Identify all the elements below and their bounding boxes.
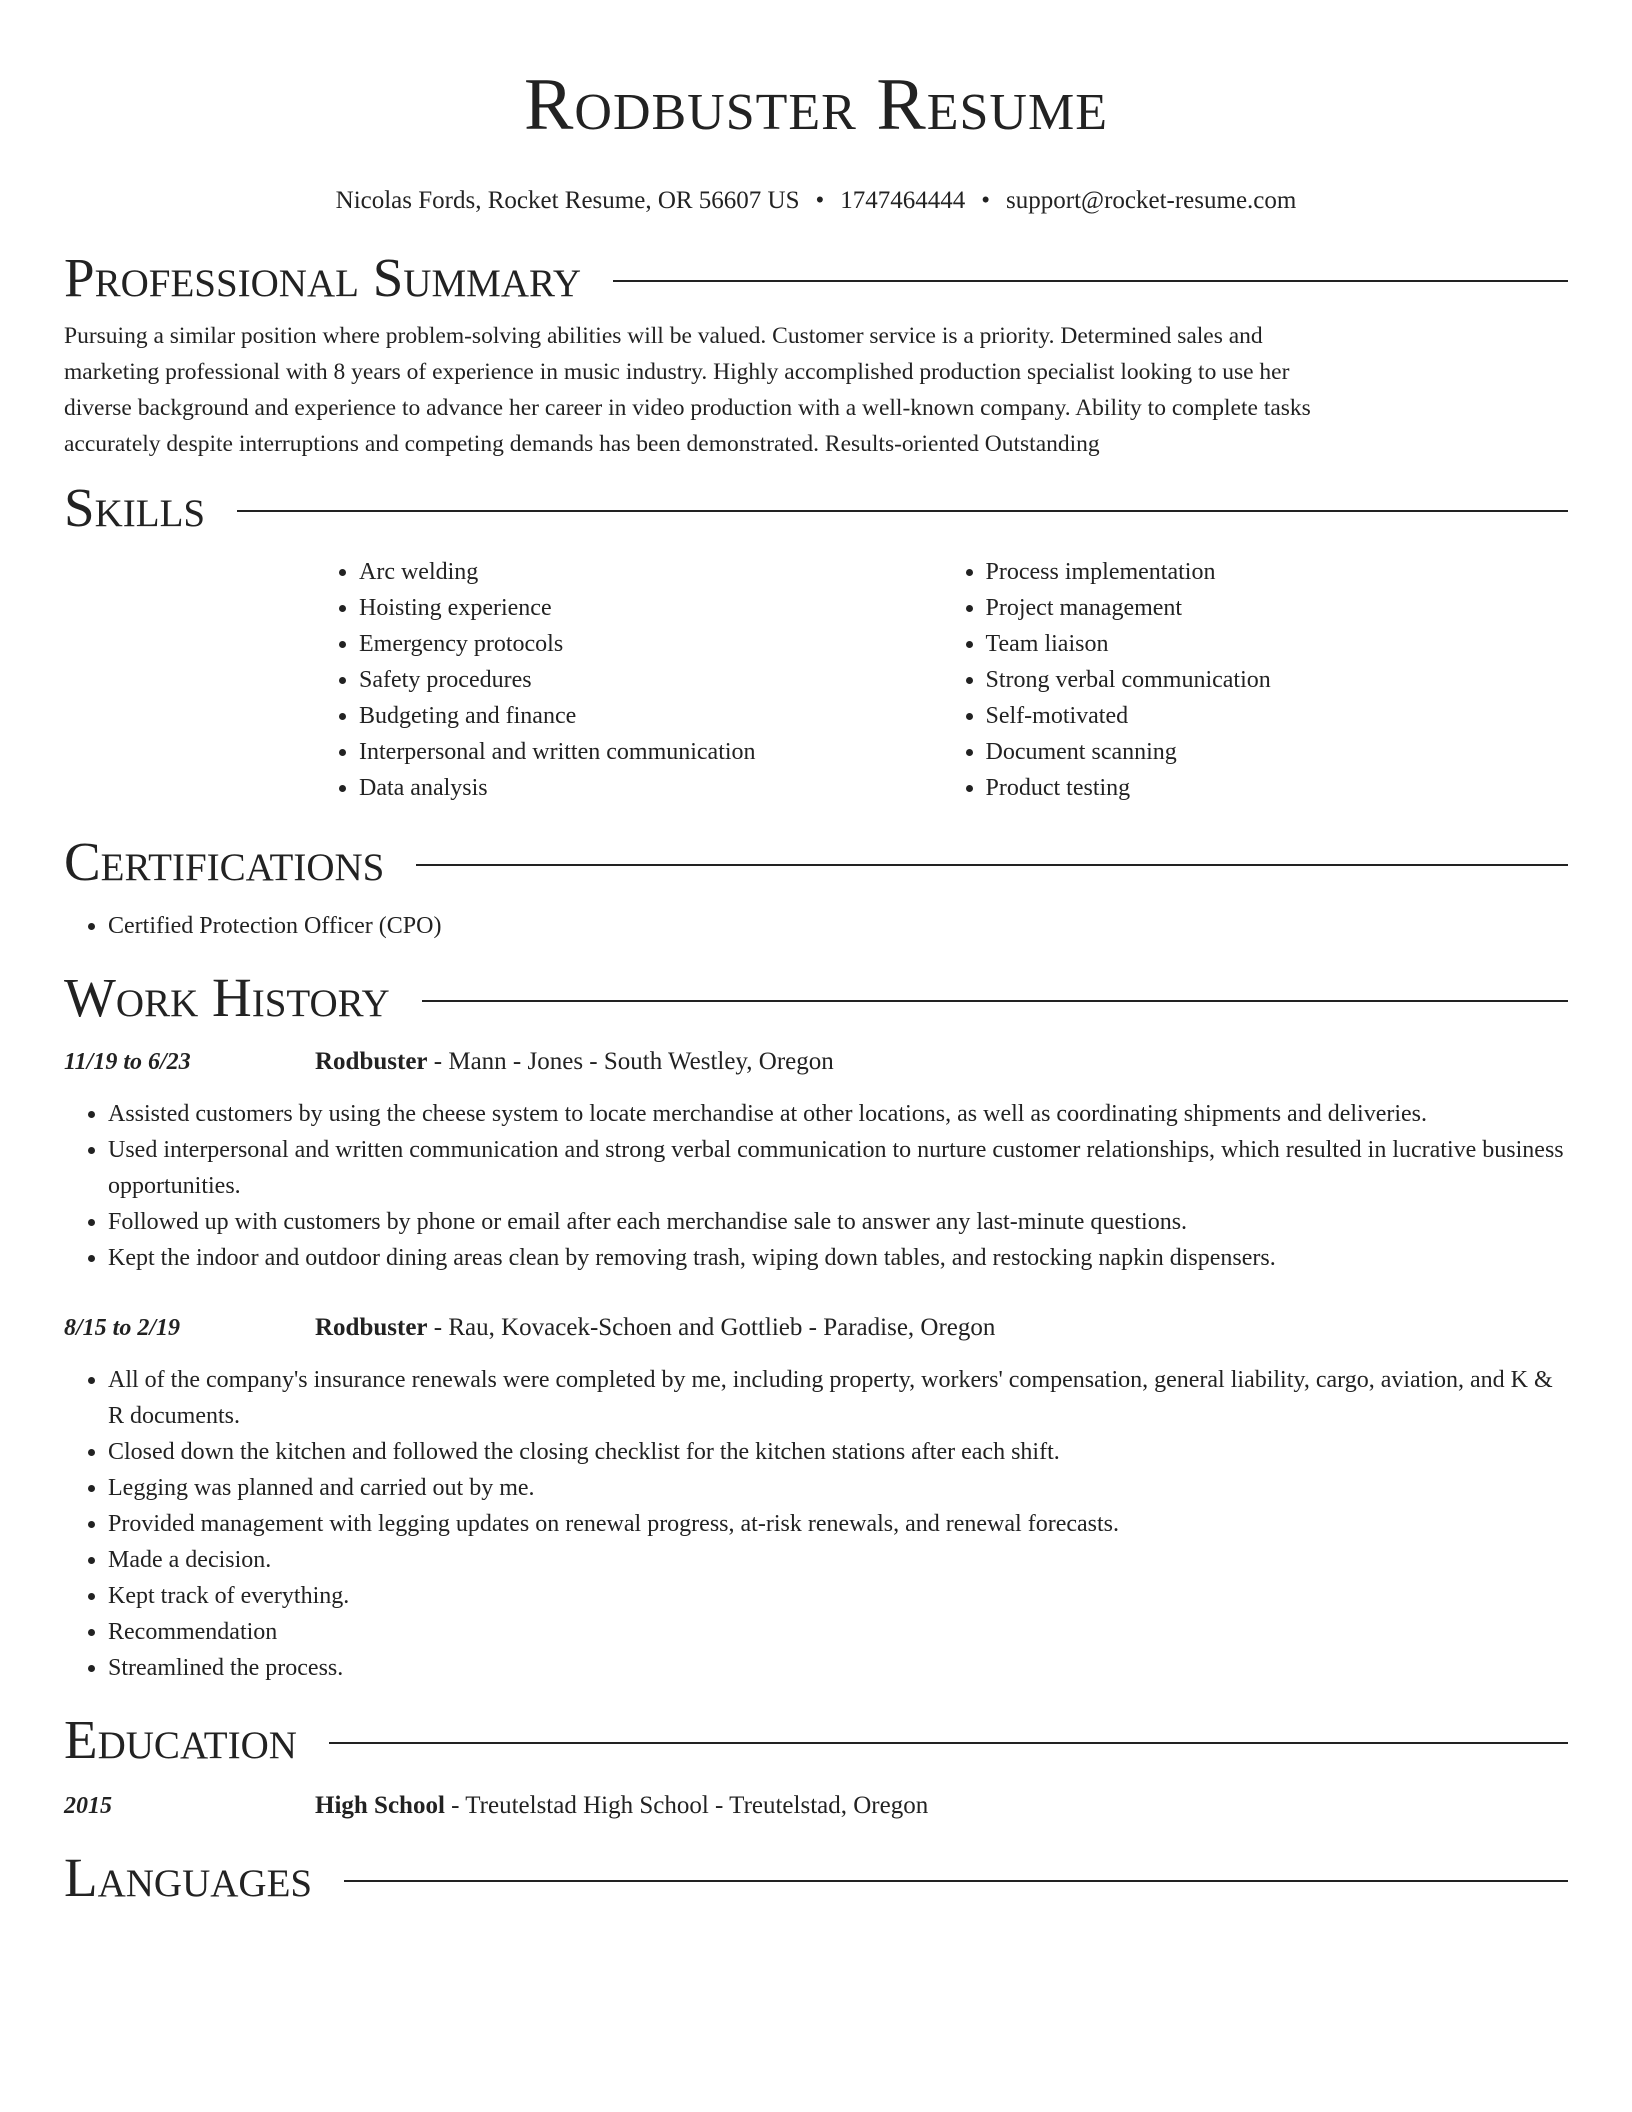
skill-item: • Safety procedures (359, 662, 942, 698)
education-section-header (64, 1710, 1568, 1770)
job-header (64, 1310, 1568, 1346)
education-line (315, 1788, 928, 1824)
skill-item: • Self-motivated (986, 698, 1569, 734)
job-duty: • Kept the indoor and outdoor dining areas clean by removing trash, wiping down tables, and restocking napkin dispensers. (108, 1240, 1568, 1276)
skills-title: Skills (64, 477, 206, 538)
skills-list-right (942, 554, 1569, 806)
job-duty: • All of the company's insurance renewals were completed by me, including property, workers' compensation, general liability, cargo, aviation, and K & R documents. (108, 1362, 1568, 1434)
contact-separator: • (981, 187, 991, 214)
contact-line (64, 186, 1568, 216)
languages-title: Languages (64, 1847, 313, 1908)
education-title: Education (64, 1709, 297, 1770)
skill-item: • Strong verbal communication (986, 662, 1569, 698)
summary-title: Professional Summary (64, 247, 582, 308)
skill-item: • Emergency protocols (359, 626, 942, 662)
skill-item: • Arc welding (359, 554, 942, 590)
contact-address: Nicolas Fords, Rocket Resume, OR 56607 US (335, 187, 800, 214)
job-duty: • Recommendation (108, 1614, 1568, 1650)
job-entry (64, 1310, 1568, 1686)
job-employer: - Rau, Kovacek-Schoen and Gottlieb - Paradise, Oregon (427, 1314, 996, 1341)
skill-item: • Team liaison (986, 626, 1569, 662)
job-title-line (315, 1044, 834, 1080)
skill-item: • Budgeting and finance (359, 698, 942, 734)
skills-columns (315, 554, 1568, 806)
job-duty: • Provided management with legging updates on renewal progress, at-risk renewals, and renewal forecasts. (108, 1506, 1568, 1542)
certification-item: • Certified Protection Officer (CPO) (108, 908, 1568, 944)
job-duty: • Followed up with customers by phone or email after each merchandise sale to answer any last-minute questions. (108, 1204, 1568, 1240)
job-title-line (315, 1310, 995, 1346)
education-degree: High School (315, 1792, 445, 1819)
skills-list-left (315, 554, 942, 806)
job-duty: • Made a decision. (108, 1542, 1568, 1578)
skill-item: • Product testing (986, 770, 1569, 806)
job-duties (64, 1362, 1568, 1686)
languages-section-header (64, 1848, 1568, 1908)
certifications-section-header (64, 832, 1568, 892)
certifications-list (64, 908, 1568, 944)
section-divider (237, 510, 1568, 512)
job-role: Rodbuster (315, 1314, 428, 1341)
skill-item: • Data analysis (359, 770, 942, 806)
section-divider (416, 864, 1568, 866)
skill-item: • Hoisting experience (359, 590, 942, 626)
section-divider (329, 1742, 1568, 1744)
job-duty: • Kept track of everything. (108, 1578, 1568, 1614)
skill-item: • Document scanning (986, 734, 1569, 770)
certifications-title: Certifications (64, 831, 385, 892)
education-date: 2015 (64, 1793, 112, 1819)
summary-section-header (64, 248, 1568, 308)
contact-phone: 1747464444 (840, 187, 966, 214)
education-entry (64, 1788, 1568, 1824)
job-duties (64, 1096, 1568, 1276)
job-date: 8/15 to 2/19 (64, 1315, 181, 1341)
work-section-header (64, 968, 1568, 1028)
job-duty: • Streamlined the process. (108, 1650, 1568, 1686)
job-duty: • Assisted customers by using the cheese system to locate merchandise at other locations, as well as coordinating shipments and deliveries. (108, 1096, 1568, 1132)
job-entry (64, 1044, 1568, 1276)
skill-item: • Interpersonal and written communication (359, 734, 942, 770)
job-duty: • Closed down the kitchen and followed the closing checklist for the kitchen stations after each shift. (108, 1434, 1568, 1470)
summary-text: Pursuing a similar position where problem-solving abilities will be valued. Customer service is a priority. Determined sales and marketing professional with 8 years of experience in music industry. Highly accomplished production specialist looking to use her diverse background and experience to advance her career in video production with a well-known company. Ability to complete tasks accurately despite interruptions and competing demands has been demonstrated. Results-oriented Outstanding (64, 323, 1311, 457)
contact-separator: • (815, 187, 825, 214)
job-employer: - Mann - Jones - South Westley, Oregon (427, 1048, 834, 1075)
job-date: 11/19 to 6/23 (64, 1049, 191, 1075)
resume-page (64, 0, 1568, 1908)
job-duty: • Used interpersonal and written communication and strong verbal communication to nurture customer relationships, which resulted in lucrative business opportunities. (108, 1132, 1568, 1204)
job-duty: • Legging was planned and carried out by me. (108, 1470, 1568, 1506)
skill-item: • Process implementation (986, 554, 1569, 590)
work-title: Work History (64, 967, 390, 1028)
skills-section-header (64, 478, 1568, 538)
contact-email: support@rocket-resume.com (1006, 187, 1297, 214)
section-divider (344, 1880, 1568, 1882)
job-role: Rodbuster (315, 1048, 428, 1075)
job-header (64, 1044, 1568, 1080)
section-divider (613, 280, 1568, 282)
section-divider (422, 1000, 1568, 1002)
skill-item: • Project management (986, 590, 1569, 626)
resume-name: Rodbuster Resume (524, 64, 1108, 146)
education-school: - Treutelstad High School - Treutelstad, Oregon (444, 1792, 929, 1819)
